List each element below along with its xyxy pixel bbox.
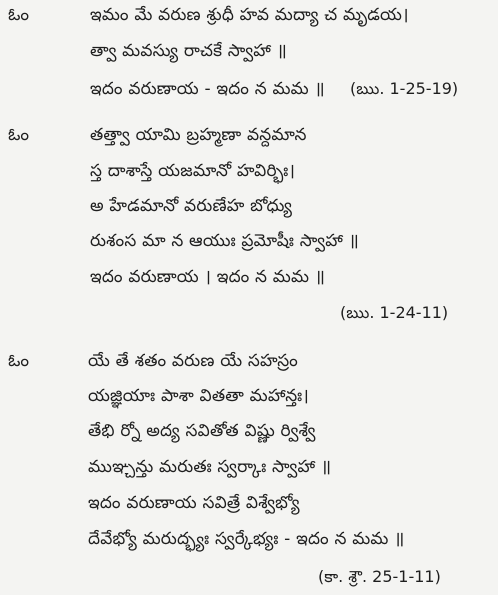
verse-reference: (కా. శ్రౌ. 25-1-11) [318,567,441,586]
verse-line: తత్త్వా యామి బ్రహ్మణా వన్దమాన [90,125,307,145]
verse-reference: (ఋ. 1-25-19) [350,79,459,98]
verse-line: త్వా మవస్యు రాచకే స్వాహా ॥ [90,41,288,61]
verse-line: దేవేభ్యో మరుద్భ్యః స్వర్కేభ్యః - ఇదం న మమ ॥ [88,529,405,549]
om-marker: ఓం [8,125,30,145]
verse-line: ఇదం వరుణాయ । ఇదం న మమ ॥ [90,267,326,287]
verse-line: అ హేడమానో వరుణేహ బోధ్యు [90,196,293,216]
verse-reference: (ఋ. 1-24-11) [340,303,449,322]
verse-line: యజ్ఞియాః పాశా వితతా మహాన్తః। [88,386,310,406]
verse-line: తేభి ర్నో అద్య సవితోత విష్ణు ర్విశ్వే [88,421,316,441]
verse-line: రుశంస మా న ఆయుః ప్రమోషీః స్వాహా ॥ [90,231,360,251]
verse-line: ఇదం వరుణాయ - ఇదం న మమ ॥ [90,79,325,99]
om-marker: ఓం [8,351,30,371]
verse-line: యే తే శతం వరుణ యే సహస్రం [88,351,298,371]
verse-line: స్త దాశాస్తే యజమానో హవిర్భిః। [90,161,296,181]
om-marker: ఓం [8,5,30,25]
verse-line: ఇమం మే వరుణ శ్రుధీ హవ మద్యా చ మృడయ। [90,5,409,25]
verse-line: ఇదం వరుణాయ సవిత్రే విశ్వేభ్యో [88,493,300,513]
verse-line: ముఞ్చన్తు మరుతః స్వర్కాః స్వాహా ॥ [88,457,332,477]
